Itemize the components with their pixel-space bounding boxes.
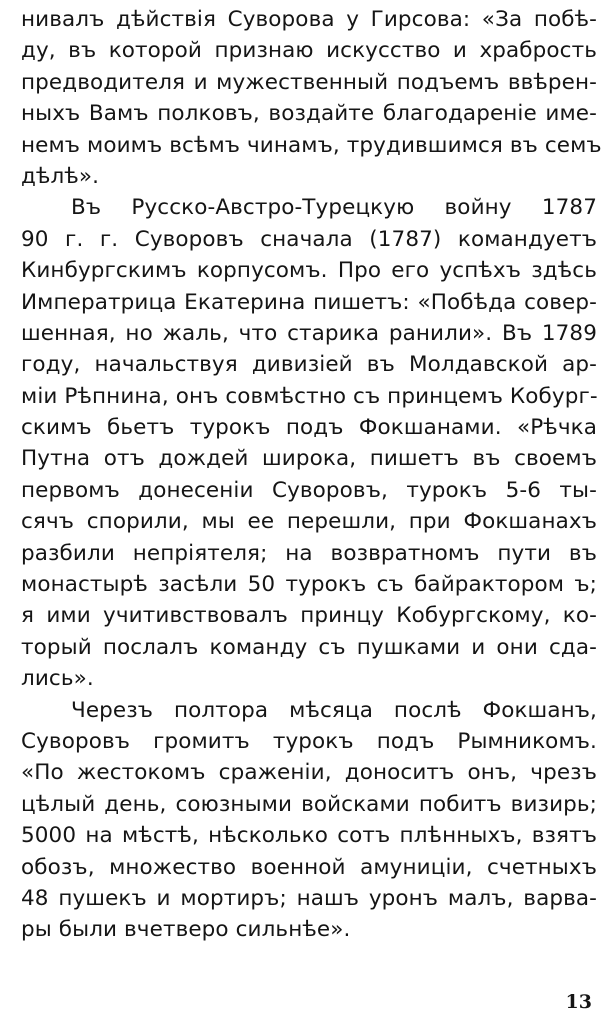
text-line: сячъ спорили, мы ее перешли, при Фокшанахъ bbox=[21, 509, 597, 535]
page-number: 13 bbox=[565, 991, 592, 1013]
text-line: разбили непріятеля; на возвратномъ пути въ bbox=[21, 540, 597, 566]
text-line: «По жестокомъ сраженіи, доноситъ онъ, чрезъ bbox=[21, 760, 597, 786]
text-line: монастырѣ засѣли 50 турокъ съ байрактором ъ; bbox=[21, 572, 597, 598]
text-line: міи Рѣпнина, онъ совмѣстно съ принцемъ Кобург- bbox=[21, 383, 598, 409]
text-line: торый послалъ команду съ пушками и они сда- bbox=[21, 634, 597, 660]
text-line: Кинбургскимъ корпусомъ. Про его успѣхъ здѣсь bbox=[21, 258, 597, 284]
text-line: скимъ бьетъ турокъ подъ Фокшанами. «Рѣчка bbox=[21, 415, 597, 441]
text-line: первомъ донесеніи Суворовъ, турокъ 5-6 ты- bbox=[21, 477, 597, 503]
text-line: лись». bbox=[21, 666, 94, 692]
text-line: ныхъ Вамъ полковъ, воздайте благодареніе име- bbox=[21, 101, 597, 127]
text-line: цѣлый день, союзными войсками побитъ визирь; bbox=[21, 791, 597, 817]
paragraph-start-line: Черезъ полтора мѣсяца послѣ Фокшанъ, bbox=[71, 697, 597, 723]
text-line: Императрица Екатерина пишетъ: «Побѣда совер- bbox=[21, 289, 597, 315]
text-line: ду, въ которой признаю искусство и храбрость bbox=[21, 38, 597, 64]
text-line: немъ моимъ всѣмъ чинамъ, трудившимся въ семъ bbox=[21, 132, 602, 158]
text-line: дѣлѣ». bbox=[21, 163, 100, 189]
text-line: обозъ, множество военной амуниціи, счетныхъ bbox=[21, 854, 597, 880]
text-line: 5000 на мѣстѣ, нѣсколько сотъ плѣнныхъ, взятъ bbox=[21, 823, 597, 849]
text-line: 48 пушекъ и мортиръ; нашъ уронъ малъ, варва- bbox=[21, 885, 597, 911]
text-line: нивалъ дѣйствія Суворова у Гирсова: «За побѣ- bbox=[21, 7, 597, 32]
text-line: 90 г. г. Суворовъ сначала (1787) командуетъ bbox=[21, 226, 597, 252]
text-line: предводителя и мужественный подъемъ ввѣрен- bbox=[21, 69, 597, 95]
body-text bbox=[21, 4, 602, 946]
text-line: Суворовъ громитъ турокъ подъ Рымникомъ. bbox=[21, 728, 597, 754]
paragraph-start-line: Въ Русско-Австро-Турецкую войну 1787 bbox=[71, 195, 597, 221]
text-line: году, начальствуя дивизіей въ Молдавской ар- bbox=[21, 352, 597, 378]
text-line: я ими учитивствовалъ принцу Кобургскому, ко- bbox=[21, 603, 597, 629]
text-line: Путна отъ дождей широка, пишетъ въ своемъ bbox=[21, 446, 597, 472]
text-line: шенная, но жаль, что старика ранили». Въ 1789 bbox=[21, 320, 597, 346]
text-line: ры были вчетверо сильнѣе». bbox=[21, 917, 351, 943]
